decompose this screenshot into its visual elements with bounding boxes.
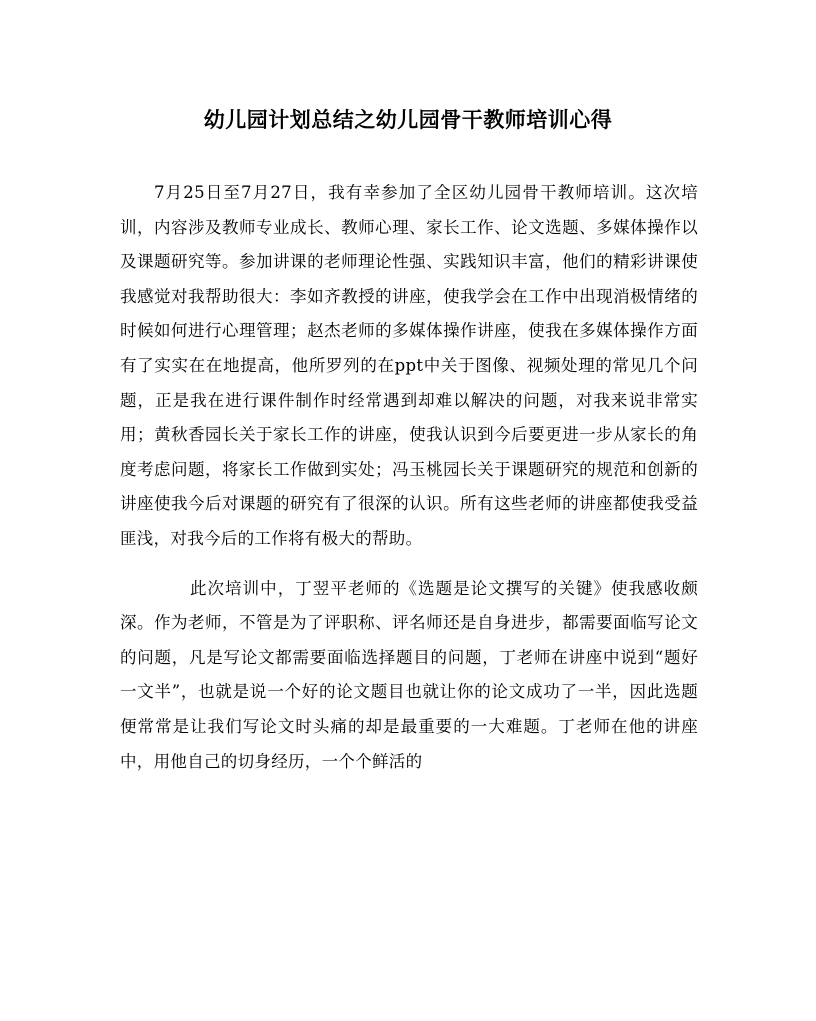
document-body <box>120 176 698 779</box>
paragraph: 此次培训中，丁翌平老师的《选题是论文撰写的关键》使我感收颇深。作为老师，不管是为了评职称、评名师还是自身进步，都需要面临写论文的问题，凡是写论文都需要面临选择题目的问题，丁老师在讲座中说到“题好一文半”，也就是说一个好的论文题目也就让你的论文成功了一半，因此选题便常常是让我们写论文时头痛的却是最重要的一大难题。丁老师在他的讲座中，用他自己的切身经历，一个个鲜活的 <box>120 578 698 771</box>
paragraph: 7月25日至7月27日，我有幸参加了全区幼儿园骨干教师培训。这次培训，内容涉及教师专业成长、教师心理、家长工作、论文选题、多媒体操作以及课题研究等。参加讲课的老师理论性强、实践知识丰富，他们的精彩讲课使我感觉对我帮助很大：李如齐教授的讲座，使我学会在工作中出现消极情绪的时候如何进行心理管理；赵杰老师的多媒体操作讲座，使我在多媒体操作方面有了实实在在地提高，他所罗列的在ppt中关于图像、视频处理的常见几个问题，正是我在进行课件制作时经常遇到却难以解决的问题，对我来说非常实用；黄秋香园长关于家长工作的讲座，使我认识到今后要更进一步从家长的角度考虑问题，将家长工作做到实处；冯玉桃园长关于课题研究的规范和创新的讲座使我今后对课题的研究有了很深的认识。所有这些老师的讲座都使我受益匪浅，对我今后的工作将有极大的帮助。 <box>120 183 698 548</box>
document-title: 幼儿园计划总结之幼儿园骨干教师培训心得 <box>203 107 613 132</box>
